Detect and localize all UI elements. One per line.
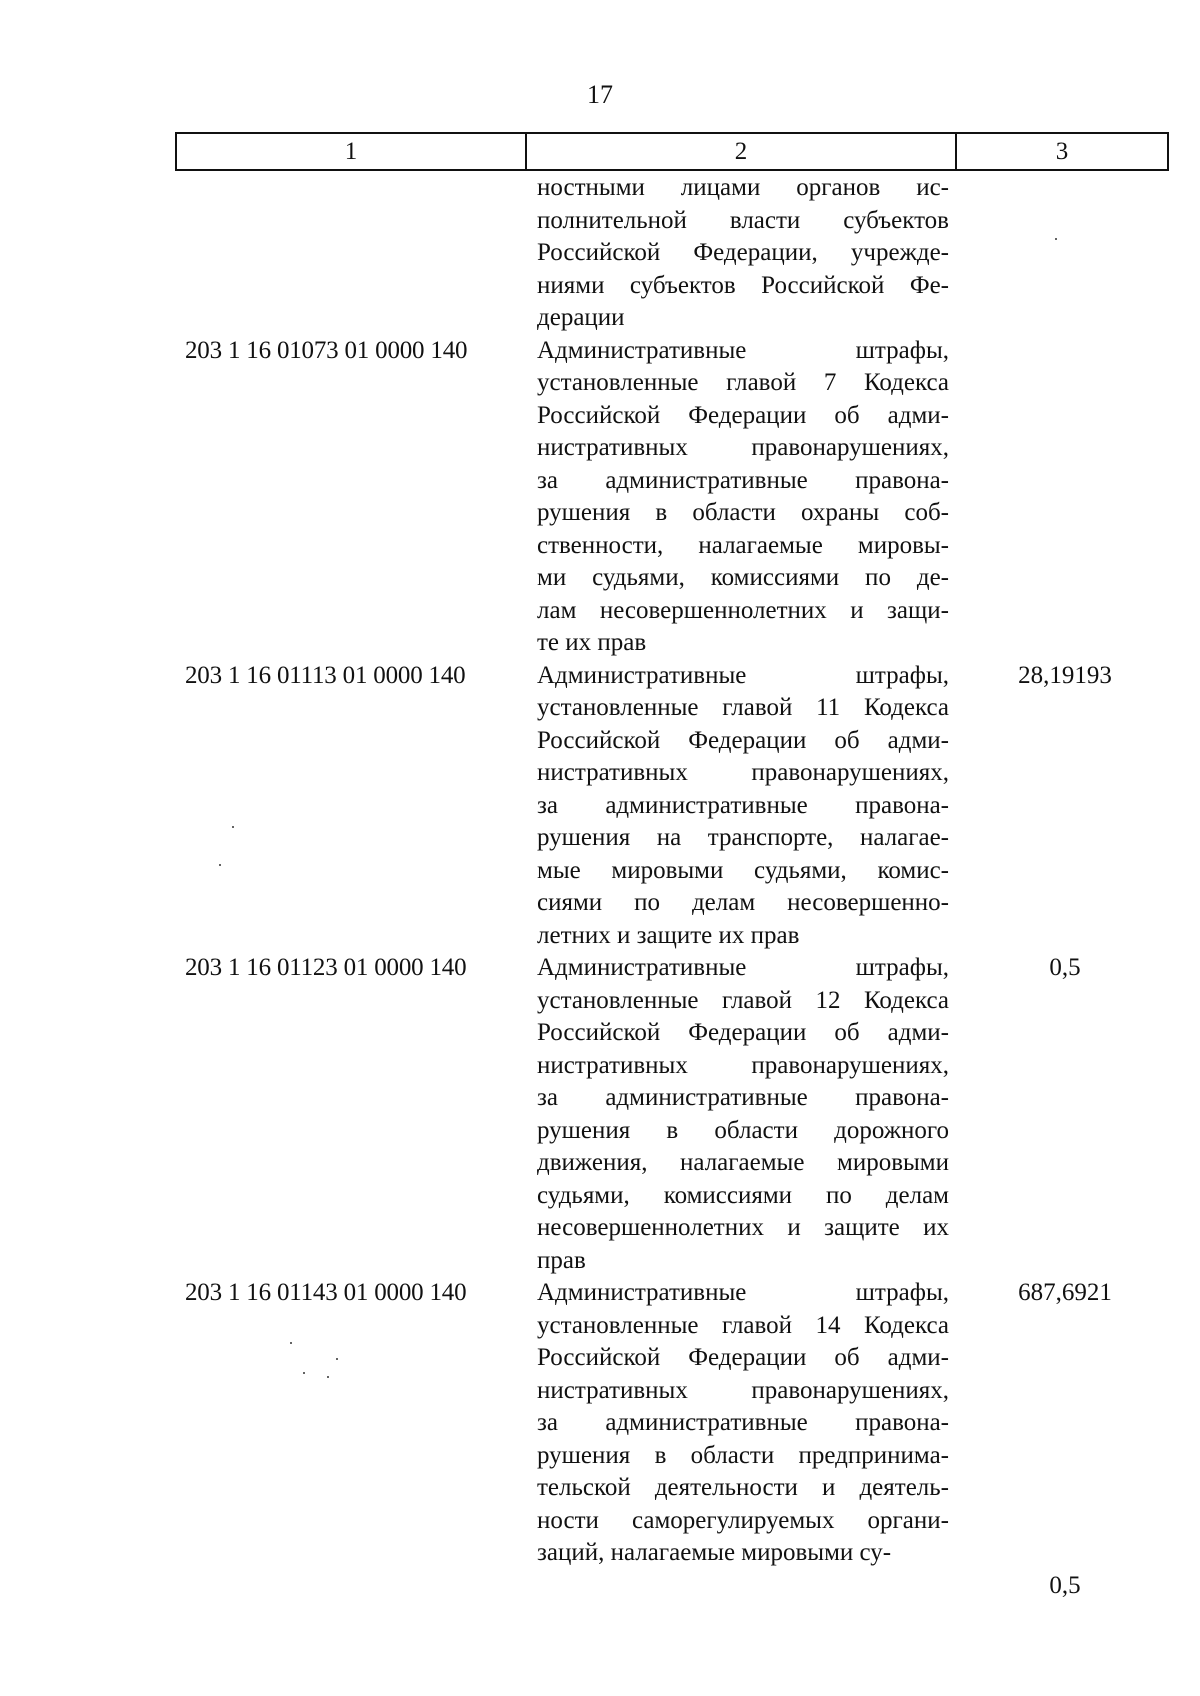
description-line: Российской Федерации об адми- (537, 1019, 949, 1046)
row-code: 203 1 16 01143 01 0000 140 (185, 1279, 467, 1306)
description-line: нистративных правонарушениях, (537, 1051, 949, 1079)
table-row (0, 1277, 1200, 1599)
description-line: ностными лицами органов ис- (537, 174, 949, 201)
description-line: Российской Федерации об адми- (537, 401, 949, 429)
row-description (537, 172, 949, 335)
row-amount: 28,19193 (1018, 661, 1112, 689)
row-amount: 0,5 (1049, 1571, 1081, 1599)
description-line: за административные правона- (537, 466, 949, 494)
column-header-1: 1 (177, 134, 527, 169)
row-description (537, 660, 949, 953)
description-line: за административные правона- (537, 1409, 949, 1436)
row-amount: 0,5 (1049, 954, 1081, 981)
scan-speck (336, 1358, 338, 1360)
table-row (0, 172, 1200, 335)
description-line: установленные главой 12 Кодекса (537, 986, 949, 1014)
description-line: ности саморегулируемых органи- (537, 1506, 949, 1534)
description-line: рушения в области предпринима- (537, 1441, 949, 1469)
description-line: установленные главой 14 Кодекса (537, 1311, 949, 1339)
row-description (537, 1277, 949, 1570)
description-line: прав (537, 1246, 586, 1274)
row-code: 203 1 16 01123 01 0000 140 (185, 954, 467, 981)
description-line: за административные правона- (537, 791, 949, 819)
scan-speck (303, 1372, 305, 1374)
description-line: судьями, комиссиями по делам (537, 1181, 949, 1209)
description-line: установленные главой 11 Кодекса (537, 694, 949, 721)
description-line: заций, налагаемые мировыми су- (537, 1539, 892, 1566)
scan-speck (232, 826, 234, 828)
description-line: ственности, налагаемые мировы- (537, 531, 949, 559)
table-body (0, 172, 1200, 1599)
table-column-header (175, 132, 1169, 171)
description-line: лам несовершеннолетних и защи- (537, 596, 949, 624)
scan-speck (327, 1376, 329, 1378)
column-header-3: 3 (1055, 138, 1069, 165)
page-number: 17 (587, 80, 613, 109)
scan-speck (290, 1342, 292, 1344)
description-line: мые мировыми судьями, комис- (537, 856, 949, 884)
description-line: рушения на транспорте, налагае- (537, 824, 949, 851)
description-line: рушения в области дорожного (537, 1116, 949, 1144)
description-line: за административные правона- (537, 1084, 949, 1111)
row-code: 203 1 16 01073 01 0000 140 (185, 336, 468, 364)
description-line: летних и защите их прав (537, 921, 800, 949)
description-line: те их прав (537, 629, 647, 656)
description-line: нистративных правонарушениях, (537, 1376, 949, 1404)
row-description (537, 335, 949, 660)
row-amount: 687,6921 (1018, 1279, 1112, 1306)
description-line: движения, налагаемые мировыми (537, 1149, 949, 1176)
description-line: Российской Федерации об адми- (537, 726, 949, 754)
description-line: рушения в области охраны соб- (537, 499, 949, 526)
description-line: Административные штрафы, (537, 954, 949, 981)
scan-speck (219, 864, 221, 866)
description-line: Административные штрафы, (537, 336, 949, 364)
scan-speck (1055, 238, 1057, 240)
description-line: полнительной власти субъектов (537, 206, 949, 234)
description-line: нистративных правонарушениях, (537, 434, 949, 461)
description-line: ми судьями, комиссиями по де- (537, 564, 949, 591)
description-line: Административные штрафы, (537, 1279, 949, 1306)
column-header-2: 2 (527, 134, 957, 169)
row-description (537, 952, 949, 1277)
description-line: нистративных правонарушениях, (537, 759, 949, 786)
description-line: дерации (537, 304, 625, 331)
description-line: Российской Федерации об адми- (537, 1344, 949, 1371)
description-line: сиями по делам несовершенно- (537, 889, 949, 916)
description-line: несовершеннолетних и защите их (537, 1214, 949, 1241)
description-line: Административные штрафы, (537, 661, 949, 689)
description-line: ниями субъектов Российской Фе- (537, 271, 949, 299)
description-line: установленные главой 7 Кодекса (537, 369, 949, 396)
row-code: 203 1 16 01113 01 0000 140 (185, 661, 466, 689)
description-line: Российской Федерации, учрежде- (537, 239, 949, 266)
description-line: тельской деятельности и деятель- (537, 1474, 949, 1501)
